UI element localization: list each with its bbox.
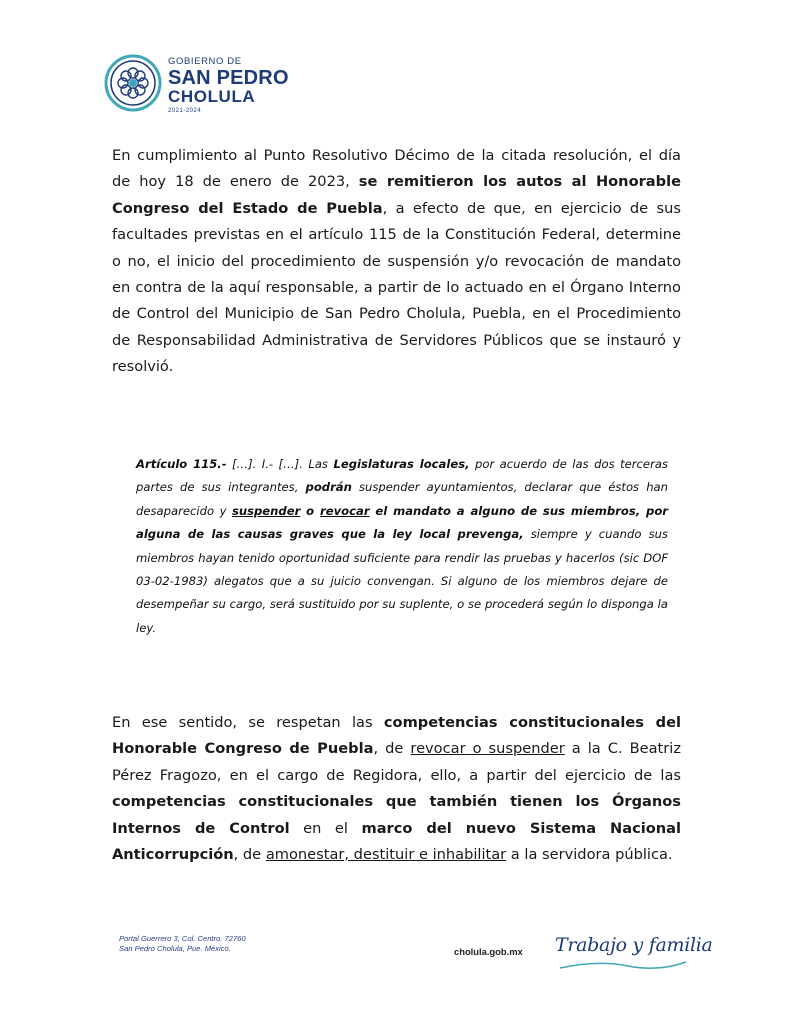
- paragraph-2: [112, 710, 681, 868]
- p2-text-1: En ese sentido, se respetan las: [112, 714, 384, 731]
- quote-bold-5: el mandato a alguno de sus miembros, por alguna de las causas graves que la ley local prevenga,: [136, 503, 668, 542]
- article-quote: [136, 453, 668, 640]
- quote-text-4: siempre y cuando sus miembros hayan tenido oportunidad suficiente para rendir las pruebas y hacerlos (sic DOF 03-02-1983) alegatos que a su juicio convengan. Si alguno de los miembros dejare de desempeñar su cargo, será sustituido por su suplente, o se procederá según lo disponga la ley.: [136, 527, 668, 635]
- paragraph-1: [112, 143, 681, 381]
- p2-text-4: en el: [289, 819, 362, 837]
- quote-bold-2: Legislaturas locales,: [333, 457, 470, 471]
- header-logo: [104, 54, 304, 122]
- p2-underline-2: amonestar, destituir e inhabilitar: [265, 846, 507, 864]
- p2-bold-3: marco del nuevo Sistema Nacional Anticorrupción: [112, 819, 681, 864]
- footer-slogan: Trabajo y familia: [555, 934, 713, 956]
- p1-bold-1: se remitieron los autos al Honorable Congreso del Estado de Puebla: [112, 173, 681, 217]
- p2-bold-1: competencias constitucionales del Honorable Congreso de Puebla: [112, 714, 682, 758]
- quote-bold-1: Artículo 115.-: [136, 457, 227, 471]
- p2-text-6: a la servidora pública.: [506, 846, 673, 864]
- quote-underline-1: suspender: [231, 503, 301, 518]
- p2-underline-1: revocar o suspender: [410, 740, 565, 758]
- quote-bold-3: podrán: [305, 480, 352, 495]
- address-line-1: Portal Guerrero 3, Col. Centro. 72760: [119, 934, 246, 943]
- p1-text-1: En cumplimiento al Punto Resolutivo Décimo de la citada resolución, el día de hoy 18 de enero de 2023,: [112, 147, 681, 191]
- brand-years: 2021-2024: [168, 108, 202, 114]
- p1-text-2: , a efecto de que, en ejercicio de sus facultades previstas en el artículo 115 de la Constitución Federal, determine o no, el inicio del procedimiento de suspensión y/o revocación de mandato en contra de la aquí responsable, a partir de lo actuado en el Órgano Interno de Control del Municipio de San Pedro Cholula, Puebla, en el Procedimiento de Responsabilidad Administrativa de Servidores Públicos que se instauró y resolvió.: [112, 199, 681, 376]
- footer-address: [119, 934, 246, 954]
- quote-bold-4: o: [300, 503, 321, 518]
- p2-bold-2: competencias constitucionales que también tienen los Órganos Internos de Control: [112, 793, 681, 837]
- p2-text-5: , de: [233, 846, 266, 864]
- quote-underline-2: revocar: [320, 503, 370, 518]
- brand-line-1: GOBIERNO DE: [168, 56, 242, 67]
- p2-text-2: , de: [373, 740, 411, 758]
- address-line-2: San Pedro Cholula, Pue. México.: [119, 944, 231, 953]
- brand-line-3: CHOLULA: [168, 87, 256, 106]
- p2-text-3: a la C. Beatriz Pérez Fragozo, en el cargo de Regidora, ello, a partir del ejercicio de las: [112, 740, 681, 784]
- footer-website[interactable]: cholula.gob.mx: [454, 946, 523, 957]
- slogan-swash-icon: [558, 958, 688, 972]
- quote-text-1: […]. I.- […]. Las: [226, 457, 334, 471]
- quote-text-3: suspender ayuntamientos, declarar que éstos han desaparecido y: [136, 480, 669, 518]
- quote-text-2: por acuerdo de las dos terceras partes de sus integrantes,: [136, 457, 668, 495]
- brand-line-2: SAN PEDRO: [168, 67, 289, 89]
- floral-seal-icon: [104, 54, 162, 112]
